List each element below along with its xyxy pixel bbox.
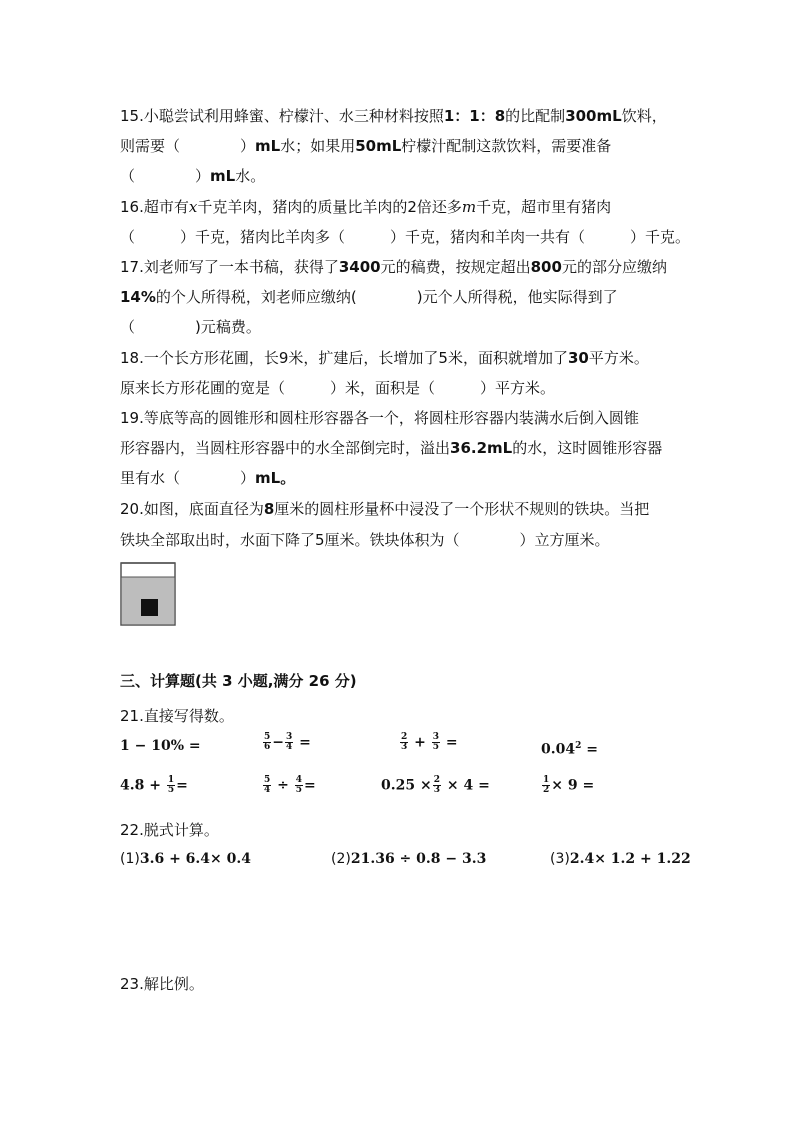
q15-line2: 则需要（ ）mL水；如果用50mL柠檬汁配制这款饮料，需要准备 bbox=[120, 137, 612, 155]
q22-part3: (3)2.4× 1.2 + 1.22 bbox=[550, 851, 691, 867]
q21-item7: 0.25 × $\frac{2}{3}$ × 4 = bbox=[381, 775, 490, 795]
fraction: $\frac{2}{3}$ bbox=[433, 775, 440, 795]
q17-line2: 14%的个人所得税，刘老师应缴纳( )元个人所得税，他实际得到了 bbox=[120, 288, 618, 306]
q18-line1: 18.一个长方形花圃，长9米，扩建后，长增加了5米，面积就增加了30平方米。 bbox=[120, 349, 649, 367]
fraction: $\frac{1}{5}$ bbox=[167, 775, 175, 795]
q15-line3: （ ）mL水。 bbox=[120, 167, 266, 185]
q21-item2: $\frac{5}{6}$ − $\frac{3}{4}$ = bbox=[264, 732, 311, 752]
fraction: $\frac{1}{2}$ bbox=[543, 775, 550, 795]
q19-line1: 19.等底等高的圆锥形和圆柱形容器各一个，将圆柱形容器内装满水后倒入圆锥 bbox=[120, 409, 639, 427]
q23-title: 23.解比例。 bbox=[120, 975, 204, 993]
fraction: $\frac{3}{4}$ bbox=[286, 732, 293, 752]
q22-title: 22.脱式计算。 bbox=[120, 821, 219, 839]
q21-item3: $\frac{2}{3}$ + $\frac{3}{5}$ = bbox=[401, 732, 458, 752]
q16-line1: 16.超市有x千克羊肉，猪肉的质量比羊肉的2倍还多m千克，超市里有猪肉 bbox=[120, 198, 612, 216]
section3-heading: 三、计算题(共 3 小题,满分 26 分) bbox=[120, 672, 357, 690]
fraction: $\frac{3}{5}$ bbox=[432, 732, 440, 752]
q17-line3: （ )元稿费。 bbox=[120, 318, 261, 336]
q17-line1: 17.刘老师写了一本书稿，获得了3400元的稿费，按规定超出800元的部分应缴纳 bbox=[120, 258, 667, 276]
q21-item1: 1 − 10% = bbox=[120, 738, 201, 754]
q21-item5: 4.8 + $\frac{1}{5}$ = bbox=[120, 775, 188, 795]
fraction: $\frac{5}{6}$ bbox=[264, 732, 271, 752]
q15-line1: 15.小聪尝试利用蜂蜜、柠檬汁、水三种材料按照1：1：8的比配制300mL饮料， bbox=[120, 107, 667, 125]
q21-item6: $\frac{5}{4}$ ÷ $\frac{4}{5}$ = bbox=[264, 775, 316, 795]
measuring-cup-figure bbox=[120, 557, 176, 627]
q21-item4: 0.04$^2$ = bbox=[541, 741, 598, 758]
q16-line2: （ ）千克，猪肉比羊肉多（ ）千克，猪肉和羊肉一共有（ ）千克。 bbox=[120, 228, 691, 246]
q20-line2: 铁块全部取出时，水面下降了5厘米。铁块体积为（ ）立方厘米。 bbox=[120, 531, 610, 549]
iron-block bbox=[141, 599, 158, 616]
q20-line1: 20.如图，底面直径为8厘米的圆柱形量杯中浸没了一个形状不规则的铁块。当把 bbox=[120, 500, 650, 518]
fraction: $\frac{2}{3}$ bbox=[401, 732, 408, 752]
q22-part1: (1)3.6 + 6.4× 0.4 bbox=[120, 851, 251, 867]
fraction: $\frac{5}{4}$ bbox=[264, 775, 271, 795]
q21-title: 21.直接写得数。 bbox=[120, 707, 234, 725]
q18-line2: 原来长方形花圃的宽是（ ）米，面积是（ ）平方米。 bbox=[120, 379, 556, 397]
q21-item8: $\frac{1}{2}$ × 9 = bbox=[543, 775, 595, 795]
fraction: $\frac{4}{5}$ bbox=[295, 775, 303, 795]
q19-line2: 形容器内，当圆柱形容器中的水全部倒完时，溢出36.2mL的水，这时圆锥形容器 bbox=[120, 439, 663, 457]
q19-line3: 里有水（ ）mL。 bbox=[120, 469, 296, 487]
q22-part2: (2)21.36 ÷ 0.8 − 3.3 bbox=[331, 851, 487, 867]
